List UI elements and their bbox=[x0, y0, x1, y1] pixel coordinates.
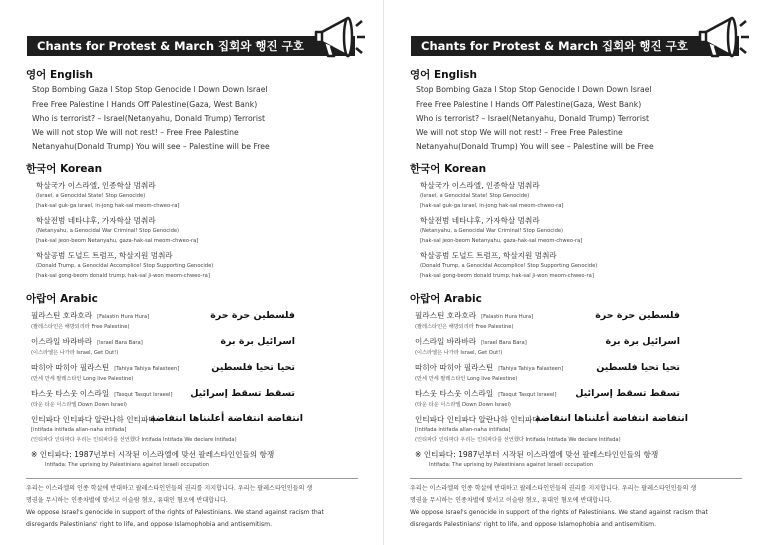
statement-line: 우리는 이스라엘의 인종 학살에 반대하고 팔레스타인인들의 권리를 지지합니다. 우리는 팔레스타인인들의 생 bbox=[410, 485, 697, 492]
arabic-chant-text: تسقط تسقط إسرائيل bbox=[190, 388, 295, 399]
arabic-chant-romanization: [Tasqut Tasqut Israeel] bbox=[114, 392, 173, 398]
statement-line: disregards Palestinians' right to life, and oppose Islamophobia and antisemitism. bbox=[410, 521, 657, 528]
arabic-chant-text: فلسطين حرة حرة bbox=[210, 310, 295, 321]
english-line: We will not stop We will not rest! – Free Free Palestine bbox=[416, 128, 623, 137]
arabic-chant-text: انتفاضة انتفاضة أعلنناها انتفاضة bbox=[534, 413, 688, 424]
statement-line: We oppose Israel's genocide in support of the rights of Palestinians. We stand against racism that bbox=[26, 509, 324, 516]
arabic-chant-romanization: [Israel Bara Bara] bbox=[97, 340, 143, 346]
intifada-note-english: Intifada: The uprising by Palestinians against Israeli occupation bbox=[45, 462, 210, 468]
english-line: We will not stop We will not rest! – Free Free Palestine bbox=[32, 128, 239, 137]
megaphone-icon bbox=[308, 10, 368, 70]
korean-chant-translation: (Donald Trump, a Genocidal Accomplice! Stop Supporting Genocide) bbox=[36, 263, 214, 269]
korean-chant-translation: (Israel, a Genocidal State! Stop Genocide) bbox=[420, 193, 530, 199]
korean-chant: 학살국가 이스라엘, 인종학살 멈춰라 bbox=[420, 181, 540, 190]
statement-line: 명권을 무시하는 인종차별에 맞서고 이슬람 혐오, 유대인 혐오에 반대합니다. bbox=[26, 497, 228, 504]
arabic-chant-korean: 필라스틴 호라호라 [Falastin Hura Hura] bbox=[415, 311, 534, 320]
arabic-chant-korean: 인티파다 인티파다 알란나하 인티파다 bbox=[31, 415, 156, 424]
statement-line: 명권을 무시하는 인종차별에 맞서고 이슬람 혐오, 유대인 혐오에 반대합니다. bbox=[410, 497, 612, 504]
korean-chant-romanization: [hak-sal gong-beom donald trump, hak-sal ji-won meom-chweo-ra] bbox=[36, 273, 210, 279]
arabic-chant-romanization: [Falastin Hura Hura] bbox=[481, 314, 534, 320]
arabic-chant-translation: (이스라엘은 나가라 Israel, Get Out!) bbox=[415, 350, 503, 356]
english-line: Stop Bombing Gaza l Stop Stop Genocide l Down Down Israel bbox=[32, 85, 268, 94]
intifada-note: ※ 인티파다: 1987년부터 시작된 이스라엘에 맞선 팔레스타인인들의 항쟁 bbox=[415, 450, 659, 459]
statement-line: disregards Palestinians' right to life, and oppose Islamophobia and antisemitism. bbox=[26, 521, 273, 528]
arabic-chant-translation: (이스라엘은 나가라 Israel, Get Out!) bbox=[31, 350, 119, 356]
megaphone-icon bbox=[692, 10, 752, 70]
arabic-chant-text: اسرائيل برة برة bbox=[220, 336, 295, 347]
korean-chant-romanization: [hak-sal guk-ga israel, in-jong hak-sal meom-chweo-ra] bbox=[420, 203, 564, 209]
arabic-chant-romanization: [intifada intifada allan-naha intifada] bbox=[31, 427, 127, 433]
intifada-note: ※ 인티파다: 1987년부터 시작된 이스라엘에 맞선 팔레스타인인들의 항쟁 bbox=[31, 450, 275, 459]
arabic-chant-translation: (인티파다 인티파다 우리는 인티파다를 선언했다 Intifada Intifada We declare Intifada) bbox=[415, 437, 621, 443]
korean-heading: 한국어 Korean bbox=[410, 163, 487, 175]
english-line: Netanyahu(Donald Trump) You will see – Palestine will be Free bbox=[32, 142, 270, 151]
arabic-chant-korean: 이스라일 바라바라 [Israel Bara Bara] bbox=[415, 337, 527, 346]
page-title: Chants for Protest & March 집회와 행진 구호 bbox=[37, 39, 304, 53]
arabic-chant-korean: 인티파다 인티파다 알란나하 인티파다 bbox=[415, 415, 540, 424]
arabic-chant-translation: (타운 타운 이스라엘 Down Down Israel) bbox=[415, 402, 511, 408]
arabic-chant-romanization: [Tahiya Tahiya Falasteen] bbox=[114, 366, 180, 372]
arabic-chant-romanization: [Tasqut Tasqut Israeel] bbox=[498, 392, 557, 398]
english-heading: 영어 English bbox=[26, 69, 94, 81]
korean-chant: 학살공범 도널드 트럼프, 학살지원 멈춰라 bbox=[36, 251, 173, 260]
korean-chant-romanization: [hak-sal gong-beom donald trump, hak-sal ji-won meom-chweo-ra] bbox=[420, 273, 594, 279]
title-bar bbox=[27, 36, 355, 56]
arabic-chant-romanization: [Israel Bara Bara] bbox=[481, 340, 527, 346]
arabic-chant-text: اسرائيل برة برة bbox=[605, 336, 680, 347]
korean-chant: 학살공범 도널드 트럼프, 학살지원 멈춰라 bbox=[420, 251, 557, 260]
arabic-chant-text: فلسطين حرة حرة bbox=[595, 310, 680, 321]
arabic-chant-translation: (만세 만세 팔레스타인 Long live Palestine) bbox=[31, 376, 134, 382]
english-line: Who is terrorist? – Israel(Netanyahu, Donald Trump) Terrorist bbox=[32, 114, 265, 123]
arabic-chant-korean: 타스웃 타스웃 이스라일 [Tasqut Tasqut Israeel] bbox=[31, 389, 173, 398]
arabic-chant-korean: 필라스틴 호라호라 [Falastin Hura Hura] bbox=[31, 311, 150, 320]
title-bar bbox=[411, 36, 739, 56]
leaflet-right bbox=[384, 0, 768, 545]
english-line: Free Free Palestine l Hands Off Palestine(Gaza, West Bank) bbox=[32, 100, 258, 109]
english-heading: 영어 English bbox=[410, 69, 478, 81]
arabic-chant-romanization: [intifada intifada allan-naha intifada] bbox=[415, 427, 511, 433]
korean-chant: 학살전범 네타냐후, 가자학살 멈춰라 bbox=[420, 216, 540, 225]
arabic-chant-text: انتفاضة انتفاضة أعلنناها انتفاضة bbox=[149, 413, 303, 424]
arabic-chant-text: تحيا تحيا فلسطين bbox=[211, 362, 295, 373]
arabic-chant-translation: (팔레스타인은 해방되리라 Free Palestine) bbox=[415, 324, 514, 330]
korean-chant-translation: (Donald Trump, a Genocidal Accomplice! Stop Supporting Genocide) bbox=[420, 263, 598, 269]
divider bbox=[410, 478, 742, 479]
arabic-chant-text: تحيا تحيا فلسطين bbox=[596, 362, 680, 373]
statement-line: 우리는 이스라엘의 인종 학살에 반대하고 팔레스타인인들의 권리를 지지합니다. 우리는 팔레스타인인들의 생 bbox=[26, 485, 313, 492]
korean-chant-romanization: [hak-sal jeon-beom Netanyahu, gaza-hak-sal meom-chweo-ra] bbox=[36, 238, 199, 244]
arabic-chant-korean: 따히아 따히아 필라스틴 [Tahiya Tahiya Falasteen] bbox=[415, 363, 564, 372]
korean-chant-romanization: [hak-sal jeon-beom Netanyahu, gaza-hak-sal meom-chweo-ra] bbox=[420, 238, 583, 244]
english-line: Stop Bombing Gaza l Stop Stop Genocide l Down Down Israel bbox=[416, 85, 652, 94]
arabic-chant-translation: (타운 타운 이스라엘 Down Down Israel) bbox=[31, 402, 127, 408]
korean-chant-romanization: [hak-sal guk-ga israel, in-jong hak-sal meom-chweo-ra] bbox=[36, 203, 180, 209]
korean-chant: 학살국가 이스라엘, 인종학살 멈춰라 bbox=[36, 181, 156, 190]
korean-heading: 한국어 Korean bbox=[26, 163, 103, 175]
statement-line: We oppose Israel's genocide in support of the rights of Palestinians. We stand against racism that bbox=[410, 509, 708, 516]
arabic-chant-romanization: [Falastin Hura Hura] bbox=[97, 314, 150, 320]
english-line: Netanyahu(Donald Trump) You will see – Palestine will be Free bbox=[416, 142, 654, 151]
arabic-chant-korean: 따히아 따히아 필라스틴 [Tahiya Tahiya Falasteen] bbox=[31, 363, 180, 372]
divider bbox=[26, 478, 358, 479]
korean-chant: 학살전범 네타냐후, 가자학살 멈춰라 bbox=[36, 216, 156, 225]
arabic-chant-korean: 타스웃 타스웃 이스라일 [Tasqut Tasqut Israeel] bbox=[415, 389, 557, 398]
arabic-chant-translation: (팔레스타인은 해방되리라 Free Palestine) bbox=[31, 324, 130, 330]
korean-chant-translation: (Netanyahu, a Genocidal War Criminal! Stop Genocide) bbox=[36, 228, 180, 234]
arabic-chant-romanization: [Tahiya Tahiya Falasteen] bbox=[498, 366, 564, 372]
arabic-heading: 아랍어 Arabic bbox=[26, 293, 98, 305]
arabic-chant-translation: (인티파다 인티파다 우리는 인티파다를 선언했다 Intifada Intifada We declare Intifada) bbox=[31, 437, 237, 443]
arabic-heading: 아랍어 Arabic bbox=[410, 293, 482, 305]
english-line: Free Free Palestine l Hands Off Palestine(Gaza, West Bank) bbox=[416, 100, 642, 109]
arabic-chant-translation: (만세 만세 팔레스타인 Long live Palestine) bbox=[415, 376, 518, 382]
arabic-chant-korean: 이스라일 바라바라 [Israel Bara Bara] bbox=[31, 337, 143, 346]
english-line: Who is terrorist? – Israel(Netanyahu, Donald Trump) Terrorist bbox=[416, 114, 649, 123]
arabic-chant-text: تسقط تسقط إسرائيل bbox=[575, 388, 680, 399]
intifada-note-english: Intifada: The uprising by Palestinians against Israeli occupation bbox=[429, 462, 594, 468]
page-title: Chants for Protest & March 집회와 행진 구호 bbox=[421, 39, 688, 53]
korean-chant-translation: (Israel, a Genocidal State! Stop Genocide) bbox=[36, 193, 146, 199]
korean-chant-translation: (Netanyahu, a Genocidal War Criminal! Stop Genocide) bbox=[420, 228, 564, 234]
